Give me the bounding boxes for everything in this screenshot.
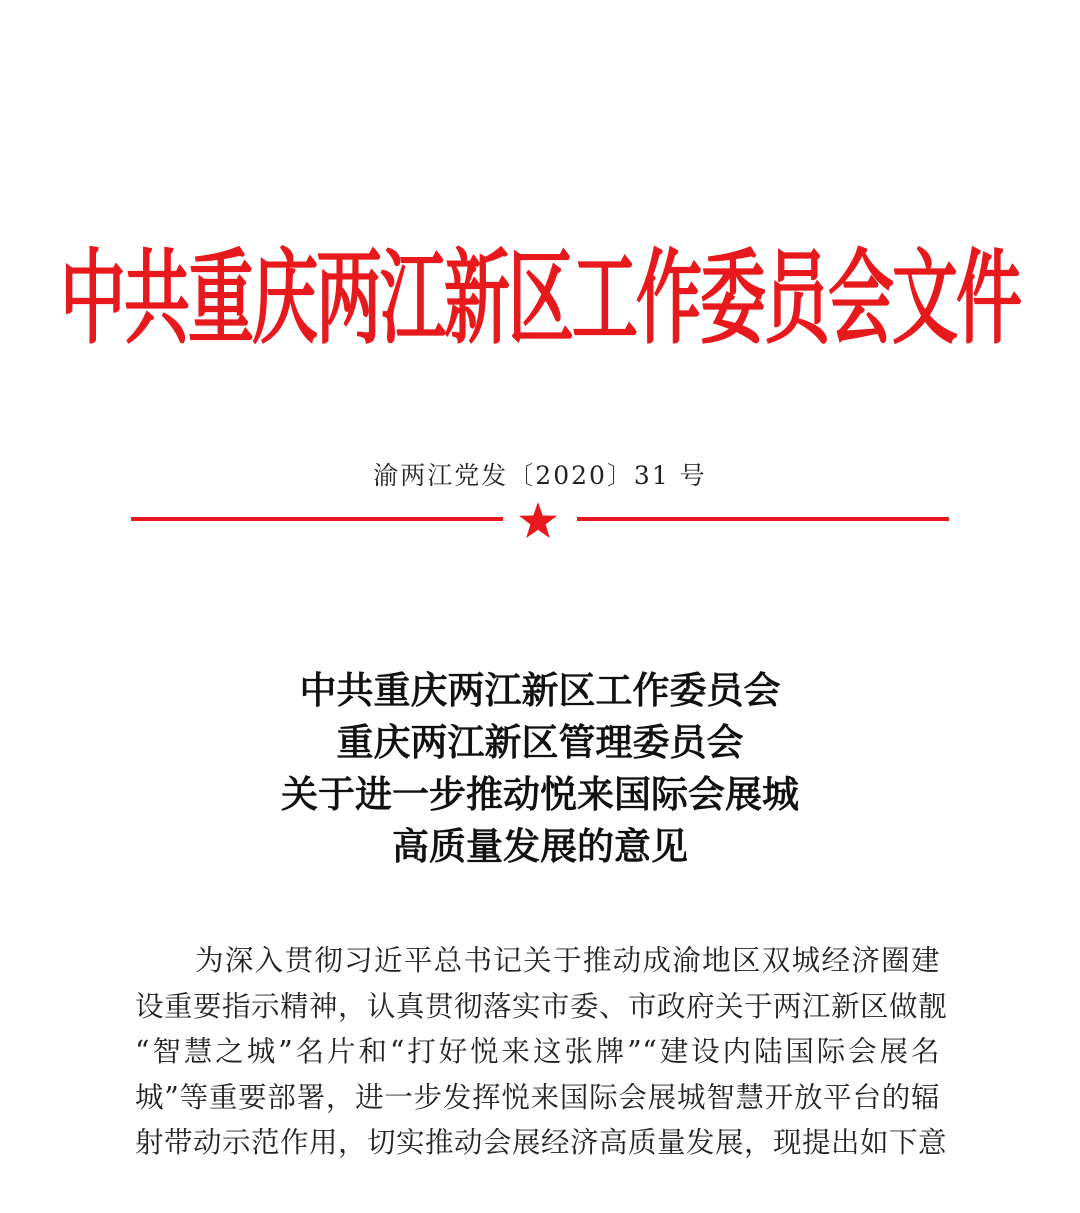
title-line: 中共重庆两江新区工作委员会 <box>299 668 781 712</box>
masthead-text: 中共重庆两江新区工作委员会文件 <box>60 238 1020 359</box>
red-rule-left <box>131 517 503 521</box>
masthead-title <box>0 238 1080 359</box>
body-line: 设重要指示精神，认真贯彻落实市委、市政府关于两江新区做靓 <box>135 989 948 1023</box>
body-line: 城”等重要部署，进一步发挥悦来国际会展城智慧开放平台的辐 <box>135 1080 940 1114</box>
red-star-icon <box>518 500 558 540</box>
document-number: 渝两江党发〔2020〕31 号 <box>373 461 707 490</box>
red-rule-right <box>577 517 949 521</box>
document-title <box>0 664 1080 872</box>
body-line: 为深入贯彻习近平总书记关于推动成渝地区双城经济圈建 <box>195 944 940 977</box>
body-line: 射带动示范作用，切实推动会展经济高质量发展，现提出如下意 <box>135 1126 948 1159</box>
body-paragraph <box>135 938 948 1166</box>
body-line: “智慧之城”名片和“打好悦来这张牌”“建设内陆国际会展名 <box>135 1035 940 1068</box>
title-line: 高质量发展的意见 <box>392 824 688 868</box>
title-line: 关于进一步推动悦来国际会展城 <box>281 772 799 816</box>
title-line: 重庆两江新区管理委员会 <box>336 720 744 764</box>
